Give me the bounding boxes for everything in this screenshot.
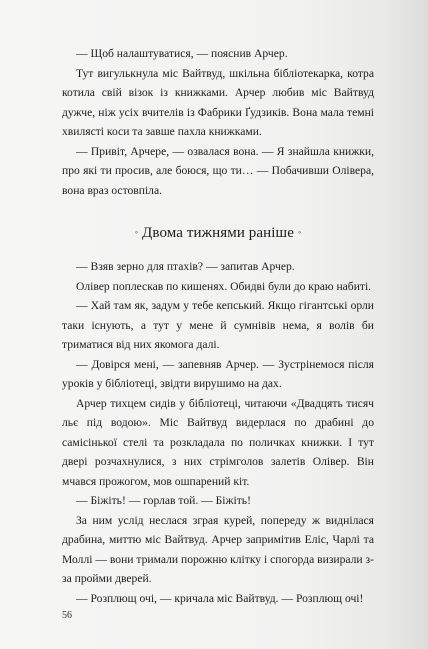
- ornament-right-icon: ◦: [297, 227, 302, 237]
- page-text: [62, 44, 374, 608]
- paragraph: Тут вигулькнула міс Вайтвуд, шкільна бібліотекарка, котра котила свій візок із книжками. Арчер любив міс Вайтвуд дужче, ніж усіх вчителів із Фабрики Ґудзиків. Вона мала темні хвилясті коси та завше пахла книжками.: [62, 66, 374, 138]
- paragraph: За ним услід неслася зграя курей, попереду ж виднілася драбина, миттю міс Вайтвуд. Арчер запримітив Еліс, Чарлі та Моллі — вони тримали порожню клітку і спогорда визирали з-за пройми дверей.: [62, 513, 374, 585]
- paragraph: — Довірся мені, — запевняв Арчер. — Зустрінемося після уроків у бібліотеці, звідти вирушимо на дах.: [62, 357, 374, 390]
- paragraph: — Біжіть! — горлав той. — Біжіть!: [76, 494, 251, 507]
- paragraph: Арчер тихцем сидів у бібліотеці, читаючи «Двадцять тисяч льє під водою». Міс Вайтвуд видерлася по драбині до самісінької стелі та розкладала по поличках книжки. І тут двері розчахнулися, з них стрімголов залетів Олівер. Він мчався прожогом, мов ошпарений кіт.: [62, 396, 374, 488]
- paragraph: Олівер поплескав по кишенях. Обидві були до краю набиті.: [76, 279, 372, 293]
- ornament-left-icon: ◦: [134, 227, 139, 237]
- paragraph: — Привіт, Арчере, — озвалася вона. — Я знайшла книжки, про які ти просив, але боюся, що ти… — Побачивши Олівера, вона враз остовпіла.: [62, 144, 374, 197]
- paragraph: — Щоб налаштуватися, — пояснив Арчер.: [76, 47, 288, 60]
- subheading-title: Двома тижнями раніше: [142, 225, 294, 241]
- page-number: 56: [62, 610, 72, 621]
- paragraph: — Взяв зерно для птахів? — запитав Арчер.: [76, 260, 295, 273]
- paragraph: — Розплющ очі, — кричала міс Вайтвуд. — Розплющ очі!: [76, 591, 364, 605]
- chapter-subheading: [62, 222, 374, 243]
- paragraph: — Хай там як, задум у тебе кепський. Якщо гігантські орли таки існують, а тут у мене й сумнівів нема, я волів би триматися від них якомога далі.: [62, 299, 374, 351]
